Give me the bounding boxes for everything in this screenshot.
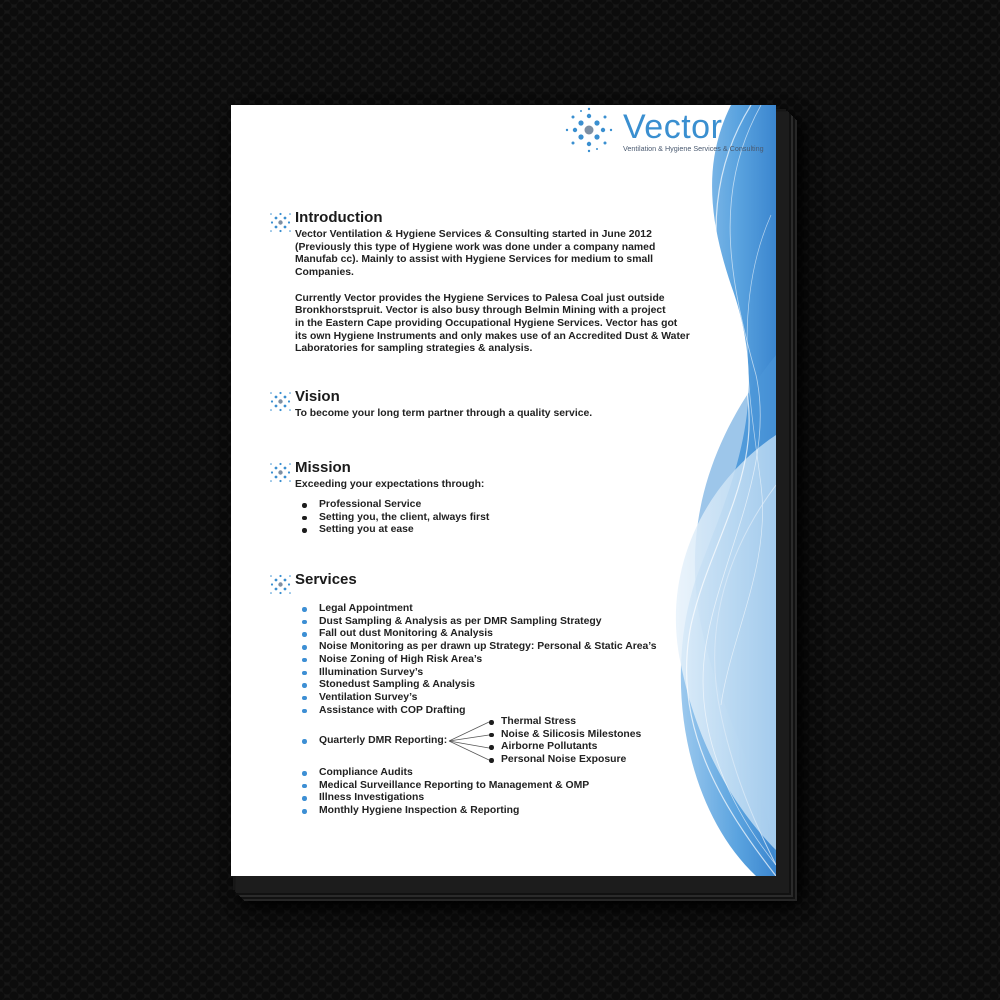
list-item: Professional Service — [295, 499, 489, 512]
introduction-heading: Introduction — [295, 209, 383, 226]
brand-name: Vector — [623, 108, 723, 146]
list-item: Setting you at ease — [295, 524, 489, 537]
services-list-bottom — [295, 767, 589, 818]
intro-line: Companies. — [295, 267, 354, 279]
intro-line: its own Hygiene Instruments and only makes use of an Accredited Dust & Water — [295, 330, 690, 342]
services-list-top — [295, 603, 657, 717]
list-item: Illness Investigations — [295, 792, 589, 805]
list-item: Assistance with COP Drafting — [295, 705, 657, 718]
services-heading: Services — [295, 571, 357, 588]
list-item: Noise Monitoring as per drawn up Strategy: Personal & Static Area’s — [295, 641, 657, 654]
mission-list — [295, 499, 489, 537]
list-item: Fall out dust Monitoring & Analysis — [295, 628, 657, 641]
list-item: Legal Appointment — [295, 603, 657, 616]
intro-line — [295, 280, 690, 293]
vision-heading: Vision — [295, 388, 340, 405]
molecule-bullet-icon — [267, 209, 294, 236]
vision-text: To become your long term partner through a quality service. — [295, 408, 593, 419]
list-item: Setting you, the client, always first — [295, 512, 489, 525]
bracket-connector — [447, 719, 491, 763]
intro-line: Bronkhorstspruit. Vector is also busy through Belmin Mining with a project — [295, 305, 666, 317]
list-item: Medical Surveillance Reporting to Management & OMP — [295, 780, 589, 793]
molecule-bullet-icon — [267, 388, 294, 415]
list-item: Ventilation Survey’s — [295, 692, 657, 705]
intro-line: Manufab cc). Mainly to assist with Hygiene Services for medium to small — [295, 254, 653, 266]
brand-tagline: Ventilation & Hygiene Services & Consulting — [623, 144, 764, 153]
list-item: Noise & Silicosis Milestones — [487, 729, 641, 742]
services-quarterly — [295, 735, 447, 748]
list-item: Personal Noise Exposure — [487, 754, 641, 767]
list-item: Illumination Survey’s — [295, 667, 657, 680]
list-item: Thermal Stress — [487, 716, 641, 729]
molecule-bullet-icon — [267, 459, 294, 486]
brochure-page — [231, 105, 776, 876]
molecule-logo-icon — [561, 105, 621, 160]
intro-line: Vector Ventilation & Hygiene Services & Consulting started in June 2012 — [295, 229, 652, 240]
list-item: Noise Zoning of High Risk Area’s — [295, 654, 657, 667]
introduction-body — [295, 229, 690, 356]
mission-heading: Mission — [295, 459, 351, 476]
list-item: Quarterly DMR Reporting: — [295, 735, 447, 748]
list-item: Monthly Hygiene Inspection & Reporting — [295, 805, 589, 818]
vector-logo — [561, 105, 771, 160]
intro-line: (Previously this type of Hygiene work was done under a company named — [295, 241, 656, 253]
quarterly-sublist — [487, 716, 641, 767]
intro-line: in the Eastern Cape providing Occupational Hygiene Services. Vector has got — [295, 317, 678, 329]
molecule-bullet-icon — [267, 571, 294, 598]
intro-line: Laboratories for sampling strategies & analysis. — [295, 343, 533, 355]
mission-intro: Exceeding your expectations through: — [295, 479, 485, 490]
list-item: Airborne Pollutants — [487, 741, 641, 754]
intro-line: Currently Vector provides the Hygiene Services to Palesa Coal just outside — [295, 292, 665, 304]
list-item: Dust Sampling & Analysis as per DMR Sampling Strategy — [295, 616, 657, 629]
list-item: Compliance Audits — [295, 767, 589, 780]
list-item: Stonedust Sampling & Analysis — [295, 679, 657, 692]
